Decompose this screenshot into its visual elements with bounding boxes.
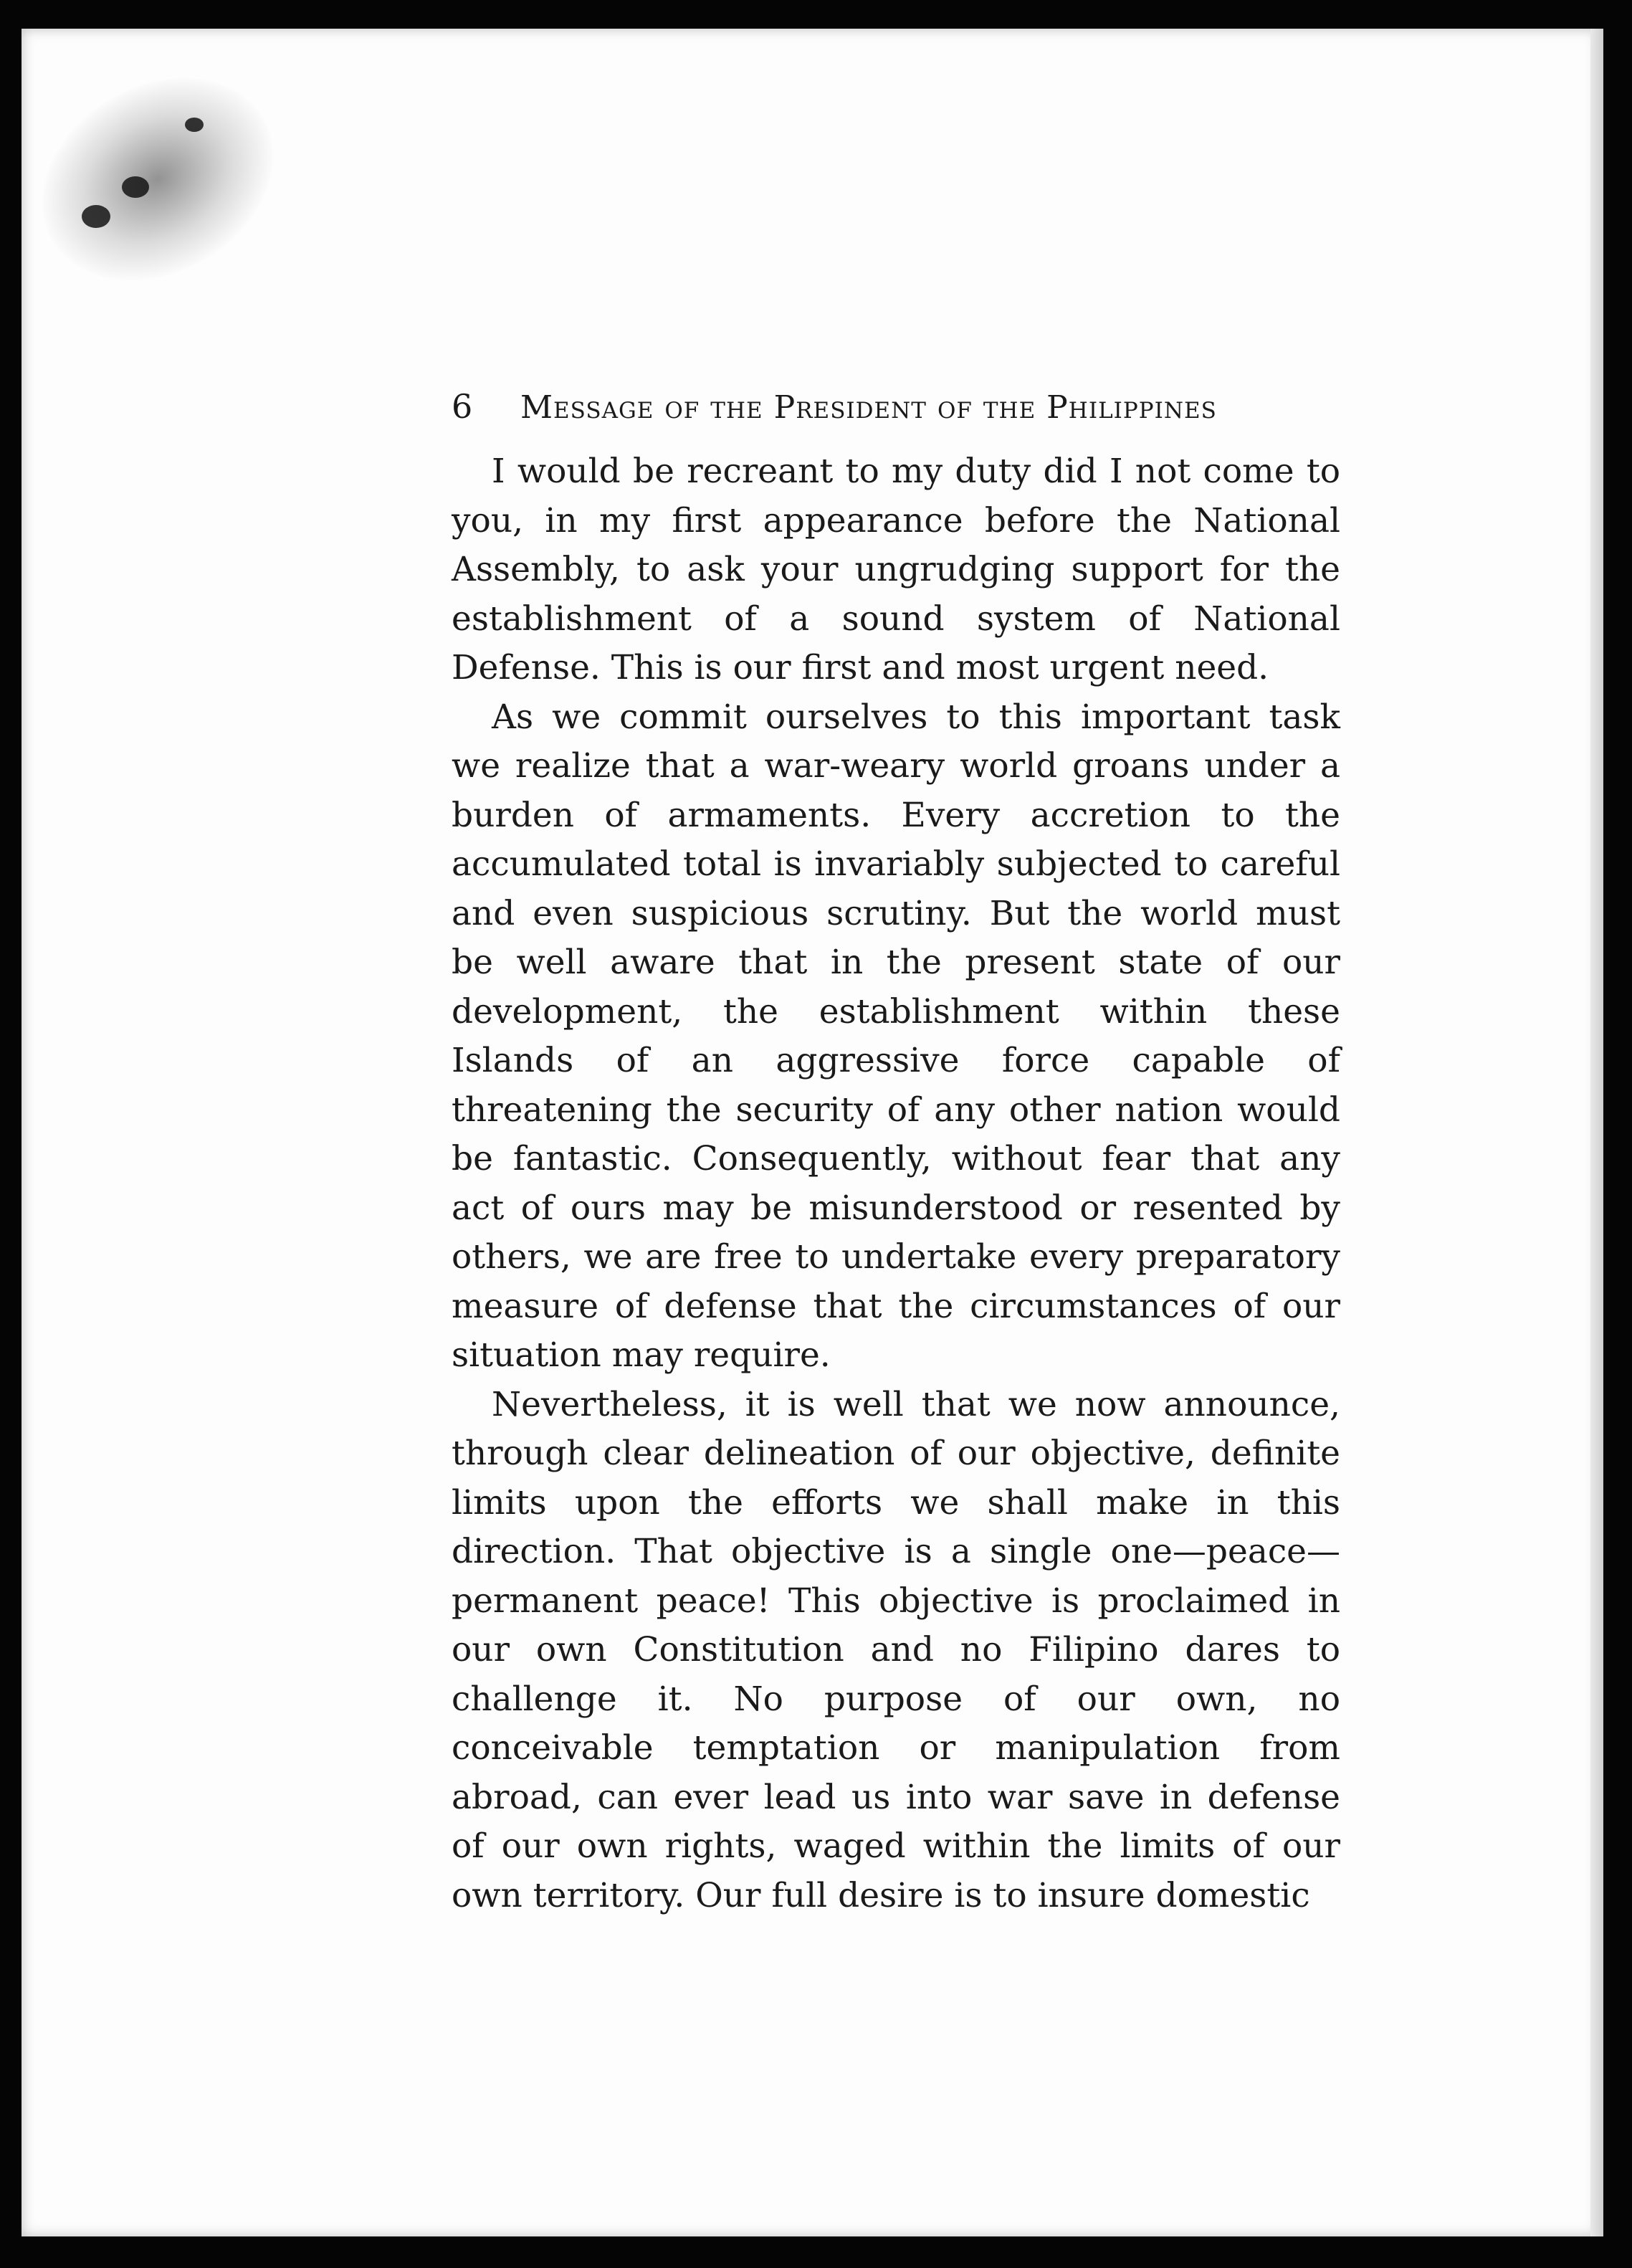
page-number: 6 <box>452 387 474 426</box>
page-text <box>452 387 1340 1920</box>
ink-smudge <box>6 37 310 320</box>
ink-spot <box>122 176 149 198</box>
ink-spot <box>185 118 204 132</box>
ink-spot <box>82 205 110 228</box>
paragraph-2: As we commit ourselves to this important task we realize that a war-weary world groans under a burden of armaments. Every accretion to the accumulated total is invariably subjected to careful and even suspicious scrutiny. But the world must be well aware that in the present state of our development, the establishment within these Islands of an aggressive force capable of threatening the security of any other nation would be fantastic. Consequently, without fear that any act of ours may be misunderstood or resented by others, we are free to undertake every preparatory measure of defense that the circumstances of our situation may require. <box>452 697 1340 1375</box>
page-edge <box>1590 29 1603 2236</box>
book-page <box>22 29 1598 2236</box>
paragraph-3: Nevertheless, it is well that we now announce, through clear delineation of our objective, definite limits upon the efforts we shall make in this direction. That objective is a single one—peace—permanent peace! This objective is proclaimed in our own Constitution and no Filipino dares to challenge it. No purpose of our own, no conceivable temptation or manipulation from abroad, can ever lead us into war save in defense of our own rights, waged within the limits of our own territory. Our full desire is to insure domestic <box>452 1384 1340 1915</box>
running-head-title: Message of the President of the Philippines <box>520 389 1217 426</box>
running-head <box>452 387 1340 426</box>
paragraph-1: I would be recreant to my duty did I not come to you, in my first appearance before the National Assembly, to ask your ungrudging support for the establishment of a sound system of National Defense. This is our first and most urgent need. <box>452 452 1340 687</box>
